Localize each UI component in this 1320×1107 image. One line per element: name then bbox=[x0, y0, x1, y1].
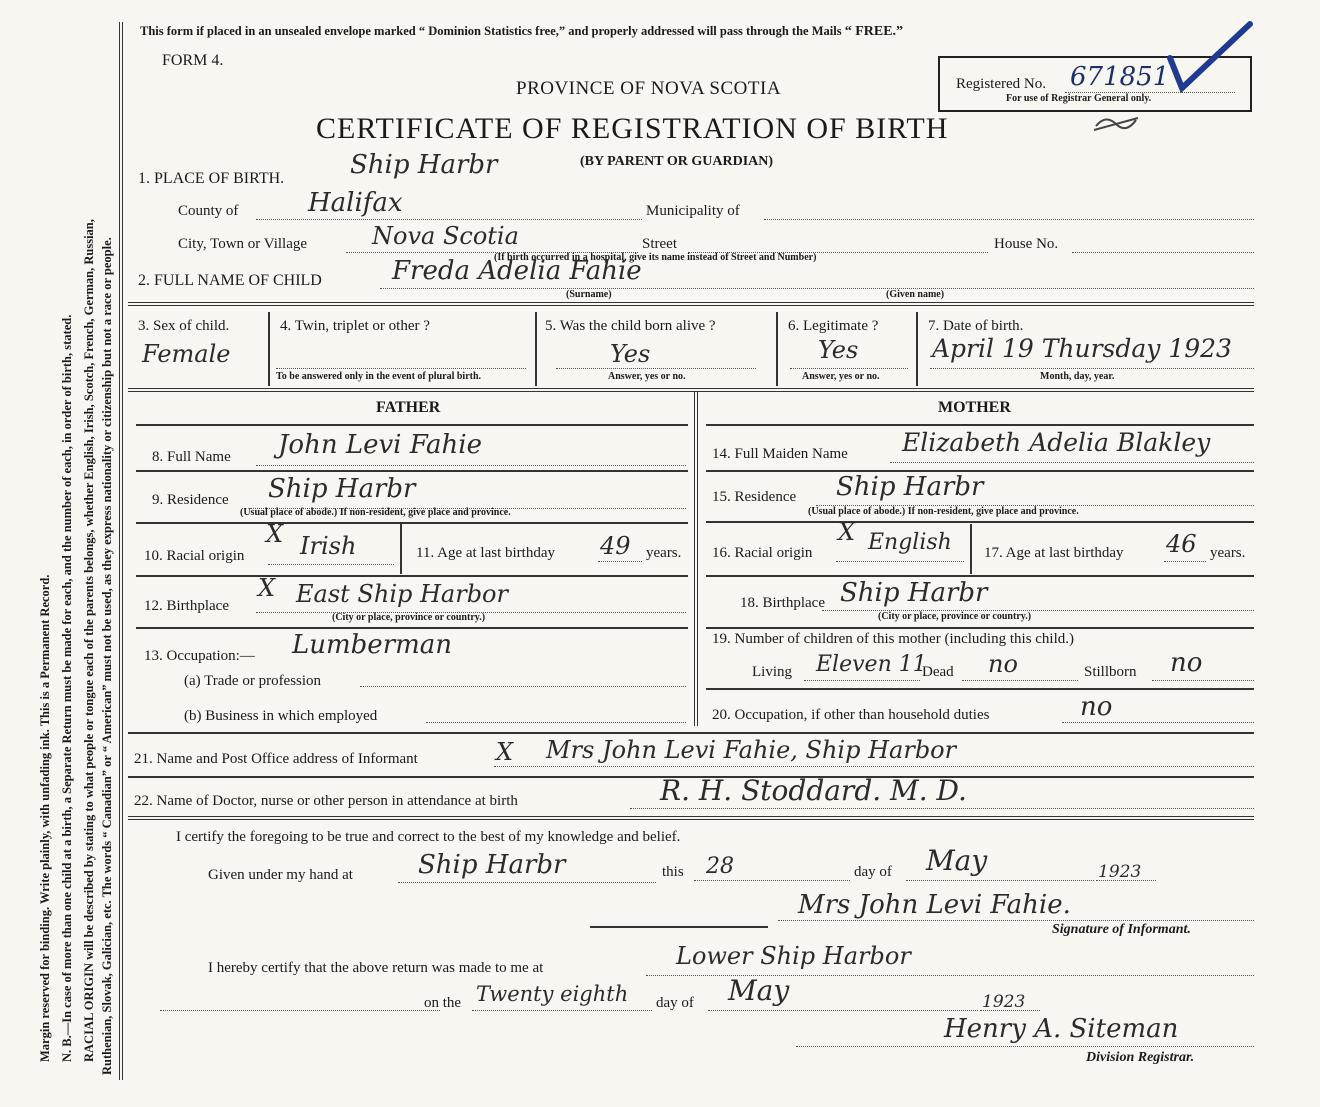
certificate-subtitle: (BY PARENT OR GUARDIAN) bbox=[580, 154, 774, 169]
father-birthplace-mark: X bbox=[258, 574, 276, 602]
hospital-note: (If birth occurred in a hospital, give its name instead of Street and Number) bbox=[494, 252, 817, 263]
given-name-caption: (Given name) bbox=[886, 289, 945, 300]
father-age-label: 11. Age at last birthday bbox=[416, 545, 555, 561]
margin-note-racial-1: RACIAL ORIGIN will be described by stating to what people or tongue each of the parents belongs, whether English, Irish, Scotch, French, German, Russian, bbox=[82, 219, 96, 1062]
mother-residence-caption: (Usual place of abode.) If non-resident, give place and province. bbox=[808, 506, 1079, 517]
mother-race-label: 16. Racial origin bbox=[712, 545, 813, 561]
margin-note-binding: Margin reserved for binding. Write plainly, with unfading ink. This is a Permanent Record. bbox=[38, 574, 52, 1062]
father-occupation-label: 13. Occupation:— bbox=[144, 648, 255, 664]
father-years-label: years. bbox=[646, 545, 682, 561]
father-heading: FATHER bbox=[376, 399, 441, 416]
father-race-label: 10. Racial origin bbox=[144, 548, 245, 564]
mother-heading: MOTHER bbox=[938, 399, 1011, 416]
county-value: Halifax bbox=[308, 188, 403, 218]
father-residence-value: Ship Harbr bbox=[268, 474, 416, 504]
mother-occupation-label: 20. Occupation, if other than household duties bbox=[712, 707, 990, 723]
father-trade-label: (a) Trade or profession bbox=[184, 673, 322, 689]
informant-signature: Mrs John Levi Fahie. bbox=[798, 890, 1071, 920]
registered-number: 671851 bbox=[1070, 62, 1170, 92]
legitimate-caption: Answer, yes or no. bbox=[802, 371, 880, 382]
registrar-signature: Henry A. Siteman bbox=[944, 1014, 1179, 1044]
city-label: City, Town or Village bbox=[178, 236, 308, 252]
legitimate-label: 6. Legitimate ? bbox=[788, 318, 879, 334]
left-border bbox=[119, 22, 123, 1080]
house-no-label: House No. bbox=[994, 236, 1059, 252]
dob-value: April 19 Thursday 1923 bbox=[932, 334, 1232, 363]
return-label: I hereby certify that the above return was made to me at bbox=[208, 960, 544, 976]
dob-caption: Month, day, year. bbox=[1040, 371, 1115, 382]
informant-mark: X bbox=[496, 738, 514, 766]
twin-label: 4. Twin, triplet or other ? bbox=[280, 318, 430, 334]
born-alive-caption: Answer, yes or no. bbox=[608, 371, 686, 382]
living-label: Living bbox=[752, 664, 792, 680]
dead-value: no bbox=[988, 650, 1018, 678]
living-value: Eleven 11 bbox=[816, 652, 927, 677]
child-name-label: 2. FULL NAME OF CHILD bbox=[138, 272, 322, 289]
mother-residence-value: Ship Harbr bbox=[836, 472, 984, 502]
surname-caption: (Surname) bbox=[566, 289, 612, 300]
on-the-label: on the bbox=[424, 995, 462, 1011]
mother-birthplace-caption: (City or place, province or country.) bbox=[878, 611, 1032, 622]
place-of-birth-value: Ship Harbr bbox=[350, 150, 498, 180]
mother-race-value: English bbox=[868, 530, 952, 555]
father-race-value: Irish bbox=[300, 532, 357, 560]
return-day-value: Twenty eighth bbox=[476, 982, 629, 1006]
municipality-label: Municipality of bbox=[646, 203, 740, 219]
return-place-value: Lower Ship Harbor bbox=[676, 942, 911, 970]
certify-statement: I certify the foregoing to be true and correct to the best of my knowledge and belief. bbox=[176, 829, 681, 845]
mother-name-label: 14. Full Maiden Name bbox=[712, 446, 848, 462]
this-label: this bbox=[662, 864, 684, 880]
mother-age-label: 17. Age at last birthday bbox=[984, 545, 1124, 561]
return-month-value: May bbox=[728, 974, 790, 1007]
county-label: County of bbox=[178, 203, 239, 219]
father-name-label: 8. Full Name bbox=[152, 449, 231, 465]
doctor-label: 22. Name of Doctor, nurse or other person in attendance at birth bbox=[134, 793, 518, 809]
informant-value: Mrs John Levi Fahie, Ship Harbor bbox=[546, 736, 957, 764]
registrar-use-note: For use of Registrar General only. bbox=[1006, 93, 1152, 104]
mother-residence-label: 15. Residence bbox=[712, 489, 797, 505]
sex-label: 3. Sex of child. bbox=[138, 318, 230, 334]
check-mark-icon bbox=[1160, 18, 1260, 98]
city-value: Nova Scotia bbox=[372, 222, 519, 250]
father-birthplace-value: East Ship Harbor bbox=[296, 580, 508, 608]
given-month-value: May bbox=[926, 844, 988, 877]
margin-notes bbox=[0, 0, 122, 1107]
dob-label: 7. Date of birth. bbox=[928, 318, 1024, 334]
day-of-label: day of bbox=[854, 864, 892, 880]
registered-label: Registered No. bbox=[956, 76, 1046, 92]
province-heading: PROVINCE OF NOVA SCOTIA bbox=[516, 78, 782, 99]
father-residence-caption: (Usual place of abode.) If non-resident, give place and province. bbox=[240, 507, 511, 518]
father-age-value: 49 bbox=[600, 532, 631, 560]
return-year-value: 1923 bbox=[982, 992, 1026, 1012]
stillborn-value: no bbox=[1170, 648, 1203, 678]
father-residence-label: 9. Residence bbox=[152, 492, 229, 508]
form-number: FORM 4. bbox=[162, 52, 224, 69]
father-birthplace-caption: (City or place, province or country.) bbox=[332, 612, 486, 623]
child-name-value: Freda Adelia Fahie bbox=[392, 256, 642, 286]
born-alive-value: Yes bbox=[610, 340, 651, 368]
stillborn-label: Stillborn bbox=[1084, 664, 1137, 680]
twin-note: To be answered only in the event of plural birth. bbox=[276, 371, 482, 382]
certificate-title: CERTIFICATE OF REGISTRATION OF BIRTH bbox=[316, 112, 949, 145]
mother-birthplace-value: Ship Harbr bbox=[840, 578, 988, 608]
mother-race-mark: X bbox=[838, 518, 856, 546]
father-occupation-value: Lumberman bbox=[292, 630, 453, 660]
margin-note-racial-2: Ruthenian, Slovak, Galician, etc. The words “ Canadian” or “ American” must not be used, as they express nationality or citizenship but not a race or people. bbox=[100, 237, 114, 1075]
dead-label: Dead bbox=[922, 664, 954, 680]
father-business-label: (b) Business in which employed bbox=[184, 708, 378, 724]
legitimate-value: Yes bbox=[818, 336, 859, 364]
mother-age-value: 46 bbox=[1166, 530, 1197, 558]
given-under-label: Given under my hand at bbox=[208, 867, 353, 883]
mother-birthplace-label: 18. Birthplace bbox=[740, 595, 825, 611]
place-of-birth-label: 1. PLACE OF BIRTH. bbox=[138, 170, 285, 187]
mother-occupation-value: no bbox=[1080, 692, 1113, 722]
sex-value: Female bbox=[142, 340, 231, 368]
struck-mark-icon bbox=[1092, 110, 1142, 136]
father-race-mark: X bbox=[266, 520, 284, 548]
registrar-caption: Division Registrar. bbox=[1086, 1050, 1195, 1065]
given-year-value: 1923 bbox=[1098, 862, 1142, 882]
mother-name-value: Elizabeth Adelia Blakley bbox=[902, 428, 1211, 457]
mother-years-label: years. bbox=[1210, 545, 1246, 561]
signature-caption: Signature of Informant. bbox=[1052, 922, 1191, 937]
informant-label: 21. Name and Post Office address of Informant bbox=[134, 751, 418, 767]
given-place-value: Ship Harbr bbox=[418, 850, 566, 880]
margin-note-nb: N. B.—In case of more than one child at a birth, a Separate Return must be made for each, and the number of each, in order of birth, stated. bbox=[60, 314, 74, 1062]
father-birthplace-label: 12. Birthplace bbox=[144, 598, 229, 614]
children-count-label: 19. Number of children of this mother (including this child.) bbox=[712, 631, 1075, 647]
father-name-value: John Levi Fahie bbox=[278, 430, 482, 460]
doctor-value: R. H. Stoddard. M. D. bbox=[660, 774, 967, 807]
day-of2-label: day of bbox=[656, 995, 694, 1011]
street-label: Street bbox=[642, 236, 677, 252]
mail-notice: This form if placed in an unsealed envelope marked “ Dominion Statistics free,” and properly addressed will pass through the Mails “ FREE.” bbox=[140, 24, 904, 39]
given-day-value: 28 bbox=[706, 854, 734, 879]
born-alive-label: 5. Was the child born alive ? bbox=[545, 318, 716, 334]
